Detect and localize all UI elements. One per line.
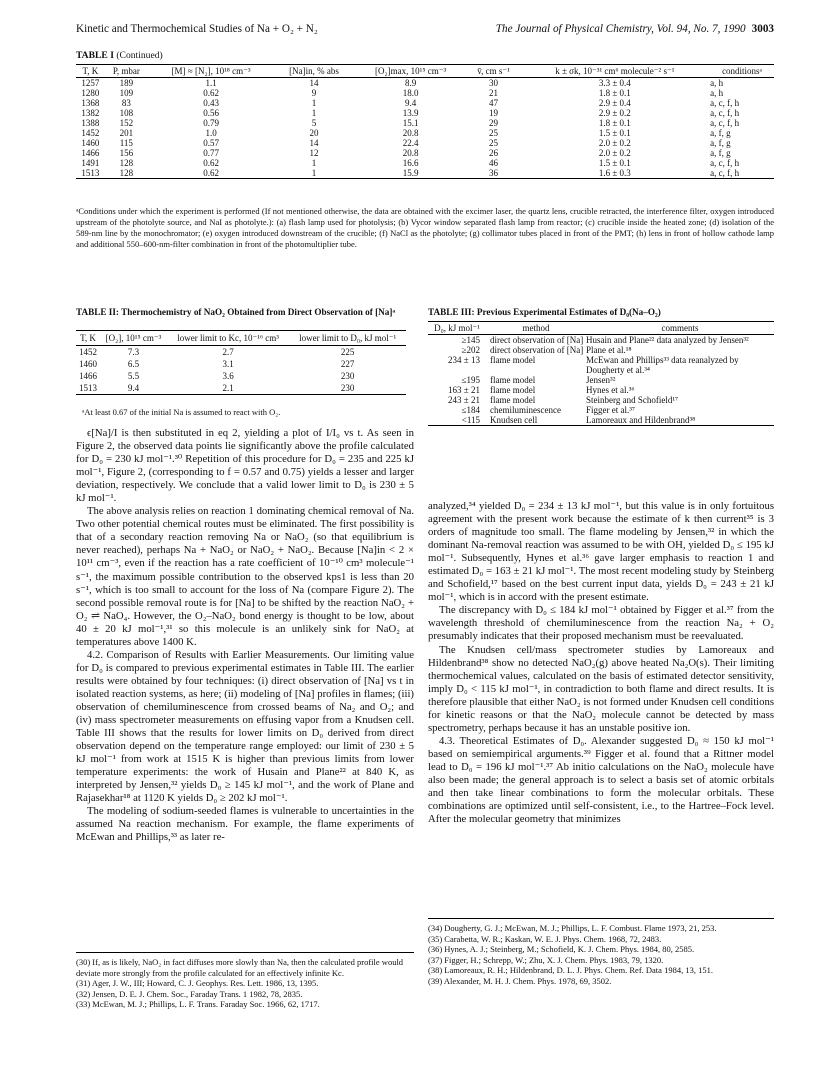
- table-cell: chemiluminescence: [490, 405, 561, 415]
- table-row: [428, 335, 774, 346]
- table-row: [76, 108, 774, 118]
- table-cell: 225: [340, 347, 355, 357]
- column-header: [O₂], 10¹⁵ cm⁻³: [100, 331, 167, 346]
- table-cell: 201: [119, 128, 134, 138]
- table-cell: 16.6: [402, 158, 419, 168]
- paragraph: ϵ[Na]/I is then substituted in eq 2, yielding a plot of I/I₀ vs t. As seen in Figure 2, the observed data points lie significantly above the profile calculated for D₀ = 230 kJ mol⁻¹.³⁰ Repetition of this procedure for D₀ = 235 and 225 kJ mol⁻¹, Figure 2, (corresponding to f = 0.57 and 0.75) yields a lesser and larger deviation, respectively. We conclude that a valid lower limit to D₀ is 230 ± 5 kJ mol⁻¹.: [76, 427, 414, 505]
- table-cell: 234 ± 13: [448, 355, 480, 365]
- table-cell: McEwan and Phillips³³ data reanalyzed by Dougherty et al.³⁴: [586, 355, 739, 375]
- column-header: [M] ≈ [N₂], 10¹⁸ cm⁻³: [148, 65, 274, 78]
- column-header: D₀, kJ mol⁻¹: [428, 322, 486, 335]
- column-header: [O₂]max, 10¹⁵ cm⁻³: [354, 65, 468, 78]
- paragraph: The modeling of sodium-seeded flames is vulnerable to uncertainties in the assumed Na reaction mechanism. For example, the flame experiments of McEwan and Phillips,³³ as later re-: [76, 805, 414, 844]
- table-row: [76, 148, 774, 158]
- table1-caption: TABLE I (Continued): [76, 50, 163, 61]
- table-cell: a, f, g: [710, 138, 731, 148]
- table-cell: 1280: [81, 88, 100, 98]
- footnote: (33) McEwan, M. J.; Phillips, L. F. Trans. Faraday Soc. 1966, 62, 1717.: [76, 999, 320, 1010]
- page-number: 3003: [751, 23, 774, 35]
- table-row: [428, 355, 774, 375]
- table-cell: 20.8: [402, 148, 419, 158]
- table-cell: 230: [340, 371, 355, 381]
- table-cell: 22.4: [402, 138, 419, 148]
- table-cell: 1460: [81, 138, 100, 148]
- table-cell: 7.3: [127, 347, 140, 357]
- table-cell: Jensen³²: [586, 375, 616, 385]
- table-cell: 25: [489, 138, 499, 148]
- table-cell: 2.0 ± 0.2: [598, 138, 631, 148]
- table-cell: 5.5: [127, 371, 140, 381]
- table-cell: 0.62: [203, 88, 219, 98]
- table-cell: 189: [119, 78, 134, 88]
- table-cell: 128: [119, 158, 134, 168]
- table-row: [428, 405, 774, 415]
- table-cell: ≥145: [461, 335, 480, 345]
- table-cell: 29: [489, 118, 499, 128]
- table-row: [76, 118, 774, 128]
- table-cell: 15.1: [402, 118, 419, 128]
- table-row: [76, 98, 774, 108]
- table-cell: 230: [340, 383, 355, 393]
- table-cell: 2.9 ± 0.2: [598, 108, 631, 118]
- paragraph: The discrepancy with D₀ ≤ 184 kJ mol⁻¹ obtained by Figger et al.³⁷ from the wavelength threshold of chemiluminescence from the reaction Na₂ + O₂ presumably indicates that their proposed mechanism must be reevaluated.: [428, 604, 774, 643]
- table-cell: 0.43: [203, 98, 219, 108]
- table-cell: 1452: [79, 347, 98, 357]
- table-cell: a, c, f, h: [710, 108, 740, 118]
- table-cell: 3.3 ± 0.4: [598, 78, 631, 88]
- column-header: T, K: [76, 331, 100, 346]
- table-cell: 15.9: [402, 168, 419, 178]
- table-cell: 1.5 ± 0.1: [598, 158, 631, 168]
- table-row: [76, 158, 774, 168]
- table-cell: 12: [309, 148, 319, 158]
- table-cell: 243 ± 21: [448, 395, 480, 405]
- footnote: (38) Lamoreaux, R. H.; Hildenbrand, D. L. J. Phys. Chem. Ref. Data 1984, 13, 151.: [428, 965, 713, 976]
- table-cell: Knudsen cell: [490, 415, 538, 425]
- column-header: conditionsᵃ: [710, 65, 774, 78]
- table-cell: 30: [489, 78, 499, 88]
- table-cell: 21: [489, 88, 499, 98]
- table-cell: 1.0: [205, 128, 217, 138]
- footnote: (35) Carabetta, W. R.; Kaskan, W. E. J. Phys. Chem. 1968, 72, 2483.: [428, 933, 662, 944]
- table-cell: 1.8 ± 0.1: [598, 118, 631, 128]
- table-cell: Lamoreaux and Hildenbrand³⁸: [586, 415, 696, 425]
- table-cell: 1: [311, 158, 317, 168]
- table-cell: 1491: [81, 158, 100, 168]
- column-header: k ± σk, 10⁻³¹ cm⁶ molecule⁻² s⁻¹: [520, 65, 711, 78]
- footnote: (30) If, as is likely, NaO₂ in fact diffuses more slowly than Na, then the calculated profile would deviate more strongly from the profile calculated for an effectively infinite Kc.: [76, 957, 404, 978]
- table-cell: 2.9 ± 0.4: [598, 98, 631, 108]
- running-header-title: Kinetic and Thermochemical Studies of Na + O₂ + N₂: [76, 23, 318, 35]
- table-cell: 1513: [81, 168, 100, 178]
- table-row: [428, 415, 774, 426]
- footnote: (37) Figger, H.; Schrepp, W.; Zhu, X. J. Chem. Phys. 1983, 79, 1320.: [428, 954, 664, 965]
- table-cell: 0.57: [203, 138, 219, 148]
- footnote: (31) Ager, J. W., III; Howard, C. J. Geophys. Res. Lett. 1986, 13, 1395.: [76, 978, 319, 989]
- table-cell: 1460: [79, 359, 98, 369]
- footnote: (34) Dougherty, G. J.; McEwan, M. J.; Phillips, L. F. Combust. Flame 1973, 21, 253.: [428, 923, 717, 933]
- table-cell: 1.5 ± 0.1: [598, 128, 631, 138]
- table-cell: ≥202: [461, 345, 480, 355]
- table-cell: 156: [119, 148, 134, 158]
- table-cell: 1388: [81, 118, 100, 128]
- table-cell: flame model: [490, 385, 536, 395]
- table-row: [76, 370, 406, 382]
- table-cell: direct observation of [Na]: [490, 335, 584, 345]
- table-cell: 1452: [81, 128, 100, 138]
- paragraph: analyzed,³⁴ yielded D₀ = 234 ± 13 kJ mol⁻¹, but this value is in only fortuitous agreement with the present work because the estimate of k then current³⁵ is 3 orders of magnitude too small. The flame modeling by Jensen,³² in which the dominant Na-removal reaction was assumed to be with OH, yielded D₀ ≤ 195 kJ mol⁻¹. Subsequently, Hynes et al.³⁶ gave larger emphasis to reaction 1 and estimated D₀ = 163 ± 21 kJ mol⁻¹. The most recent modeling study by Steinberg and Schofield,¹⁷ based on the best current input data, yields D₀ = 243 ± 21 kJ mol⁻¹, which is in accord with the present estimate.: [428, 500, 774, 604]
- table-row: [76, 346, 406, 359]
- footnotes-left: [76, 952, 414, 1010]
- table3-caption: TABLE III: Previous Experimental Estimates of D₀(Na–O₂): [428, 307, 661, 317]
- table-cell: Hynes et al.³⁶: [586, 385, 635, 395]
- table-cell: 26: [489, 148, 499, 158]
- table-cell: 14: [309, 138, 319, 148]
- table-cell: 1382: [81, 108, 100, 118]
- table-cell: 0.62: [203, 168, 219, 178]
- left-column-text: [76, 427, 414, 845]
- column-header: P, mbar: [105, 65, 148, 78]
- table-cell: 9.4: [404, 98, 417, 108]
- table-row: [76, 168, 774, 179]
- table-cell: 227: [340, 359, 355, 369]
- table-cell: 1513: [79, 383, 98, 393]
- table2-caption: TABLE II: Thermochemistry of NaO₂ Obtained from Direct Observation of [Na]ᵃ: [76, 307, 396, 317]
- table-cell: a, c, f, h: [710, 168, 740, 178]
- paragraph: The Knudsen cell/mass spectrometer studies by Lamoreaux and Hildenbrand³⁸ show no detected NaO₂(g) above heated Na₂O(s). Their limiting thermochemical values, calculated on the basis of estimated detector sensitivity, imply D₀ < 115 kJ mol⁻¹, in contradiction to both flame and direct results. It is therefore plausible that either NaO₂ is not formed under Knudsen cell conditions for kinetic reasons or that the NaO₂ molecule cannot be detected by mass spectrometry, perhaps because it has an unstable positive ion.: [428, 643, 774, 734]
- table-cell: 14: [309, 78, 319, 88]
- table-cell: 0.79: [203, 118, 219, 128]
- table-cell: 2.7: [222, 347, 234, 357]
- table-cell: Figger et al.³⁷: [586, 405, 636, 415]
- footnote: (39) Alexander, M. H. J. Chem. Phys. 1978, 69, 3502.: [428, 975, 612, 986]
- column-header: comments: [586, 322, 774, 335]
- table-cell: 36: [489, 168, 499, 178]
- table-cell: 1.8 ± 0.1: [598, 88, 631, 98]
- table-cell: 1: [311, 98, 317, 108]
- running-header: [76, 23, 774, 35]
- table-cell: 3.1: [222, 359, 234, 369]
- table-cell: ≤184: [461, 405, 480, 415]
- table-cell: 20: [309, 128, 319, 138]
- table-cell: 2.0 ± 0.2: [598, 148, 631, 158]
- table-row: [428, 385, 774, 395]
- table-cell: 109: [119, 88, 134, 98]
- table-cell: flame model: [490, 355, 536, 365]
- table-cell: 1: [311, 168, 317, 178]
- table-cell: 0.62: [203, 158, 219, 168]
- table-cell: 6.5: [127, 359, 140, 369]
- table-cell: Plane et al.¹⁸: [586, 345, 632, 355]
- table-cell: 8.9: [404, 78, 417, 88]
- table-cell: Husain and Plane²² data analyzed by Jensen³²: [586, 335, 749, 345]
- table-cell: 1: [311, 108, 317, 118]
- table-cell: <115: [461, 415, 480, 425]
- table-cell: a, f, g: [710, 148, 731, 158]
- table-cell: Steinberg and Schofield¹⁷: [586, 395, 679, 405]
- table-row: [76, 88, 774, 98]
- table-cell: 5: [311, 118, 317, 128]
- table-cell: a, c, f, h: [710, 118, 740, 128]
- table-cell: 0.77: [203, 148, 219, 158]
- table-cell: 19: [489, 108, 499, 118]
- table-cell: 2.1: [222, 383, 234, 393]
- table-cell: flame model: [490, 375, 536, 385]
- column-header: T, K: [76, 65, 105, 78]
- table-cell: 1368: [81, 98, 100, 108]
- column-header: v̄, cm s⁻¹: [467, 65, 519, 78]
- table-row: [76, 358, 406, 370]
- table-cell: 1.1: [205, 78, 217, 88]
- right-column-text: [428, 500, 774, 826]
- table-cell: 9.4: [127, 383, 140, 393]
- table-cell: 108: [119, 108, 134, 118]
- paragraph: 4.2. Comparison of Results with Earlier Measurements. Our limiting value for D₀ is compared to previous experimental estimates in Table III. The earlier results were obtained by four techniques: (i) direct observation of [Na] vs t in isolated reaction systems, as here; (ii) modeling of [Na] profiles in flames; (iii) observation of chemiluminescence from crossed beams of Na₂ and O₂; and (iv) mass spectrometer measurements on effusing vapor from a Knudsen cell. Table III shows that the results for lower limits on D₀ derived from direct observation depend on the temperature range employed: our limit of 230 ± 5 kJ mol⁻¹ from work at 1515 K is higher than previous limits from lower temperature experiments: the work of Husain and Plane²² at 840 K, as interpreted by Jensen,³² yields D₀ ≥ 145 kJ mol⁻¹, and the work of Plane and Rajasekhar¹⁸ at 1120 K yields D₀ ≥ 202 kJ mol⁻¹.: [76, 648, 414, 805]
- table-row: [428, 375, 774, 385]
- footnote: (36) Hynes, A. J.; Steinberg, M.; Schofield, K. J. Chem. Phys. 1984, 80, 2585.: [428, 944, 695, 955]
- table-cell: 1466: [81, 148, 100, 158]
- table-cell: a, c, f, h: [710, 158, 740, 168]
- table1-footnote: ᵃConditions under which the experiment is performed (If not mentioned otherwise, the data are obtained with the excimer laser, the quartz lens, crucible retracted, the interference filter, oxygen introduced upstream of the photolyte source, and NaI as photolyte.): (a) flash lamp used for photolysis; (b) Vycor window separated flash lamp from reactor; (c) crucible inside the heated zone; (d) isolation of the 589-nm line by the monochromator; (e) oxygen introduced downstream of the crucible; (f) NaCl as the photolyte; (g) collimator tubes placed in front of the PMT; (h) lens in front of hollow cathode lamp and additional 550–600-nm-filter combination in front of the photomultiplier tube.: [76, 206, 774, 249]
- table2-footnote: ᵃAt least 0.67 of the initial Na is assumed to react with O₂.: [82, 407, 281, 417]
- paragraph: The above analysis relies on reaction 1 dominating chemical removal of Na. Two other potential chemical routes must be eliminated. The first possibility is that of a secondary reaction removing Na or NaO₂ (so that equilibrium is never reached), perhaps Na + NaO₂ or NaO₂ + NaO₂. Because [Na]in < 2 × 10¹¹ cm⁻³, even if the reaction has a rate coefficient of 10⁻¹⁰ cm³ molecule⁻¹ s⁻¹, the maximum possible contribution to the observed kps1 is less than 20 s⁻¹, which is too small to account for the loss of Na (compare Figure 2). The second possible removal route is for [Na] to be shifted by the reaction NaO₂ + O₂ ⇌ NaO₄. However, the O₂–NaO₂ bond energy is thought to be low, about 40 ± 20 kJ mol⁻¹,³¹ so this molecule is an unlikely sink for NaO₂ at temperatures above 1400 K.: [76, 505, 414, 648]
- table-cell: 1.6 ± 0.3: [598, 168, 631, 178]
- table-cell: 46: [489, 158, 499, 168]
- table-cell: 25: [489, 128, 499, 138]
- table-cell: 163 ± 21: [448, 385, 480, 395]
- table-row: [428, 345, 774, 355]
- table-cell: 83: [121, 98, 131, 108]
- table-cell: 115: [119, 138, 133, 148]
- table-cell: 18.0: [402, 88, 419, 98]
- table-cell: 9: [311, 88, 317, 98]
- column-header: method: [486, 322, 586, 335]
- table-cell: 13.9: [402, 108, 419, 118]
- table-row: [76, 138, 774, 148]
- table2: [76, 330, 406, 395]
- table-cell: 1257: [81, 78, 100, 88]
- footnote: (32) Jensen, D. E. J. Chem. Soc., Faraday Trans. 1 1982, 78, 2835.: [76, 988, 303, 999]
- table-cell: a, c, f, h: [710, 98, 740, 108]
- running-header-journal: The Journal of Physical Chemistry, Vol. 94, No. 7, 1990 3003: [495, 23, 774, 35]
- table-cell: 3.6: [222, 371, 234, 381]
- table-row: [76, 78, 774, 89]
- footnotes-right: [428, 918, 774, 987]
- table-cell: direct observation of [Na]: [490, 345, 584, 355]
- table-cell: ≤195: [461, 375, 480, 385]
- table-row: [76, 382, 406, 395]
- table1: [76, 64, 774, 179]
- table-cell: 128: [119, 168, 134, 178]
- column-header: lower limit to D₀, kJ mol⁻¹: [289, 331, 406, 346]
- table-cell: a, f, g: [710, 128, 731, 138]
- table-cell: flame model: [490, 395, 536, 405]
- table3: [428, 321, 774, 426]
- table-cell: 47: [489, 98, 499, 108]
- table-cell: 1466: [79, 371, 98, 381]
- table-cell: 0.56: [203, 108, 219, 118]
- column-header: lower limit to Kc, 10⁻¹⁶ cm³: [167, 331, 289, 346]
- table-cell: 20.8: [402, 128, 419, 138]
- table-cell: 152: [119, 118, 134, 128]
- table-cell: a, h: [710, 78, 724, 88]
- table-row: [428, 395, 774, 405]
- table-row: [76, 128, 774, 138]
- column-header: [Na]in, % abs: [274, 65, 353, 78]
- table-cell: a, h: [710, 88, 724, 98]
- paragraph: 4.3. Theoretical Estimates of D₀. Alexander suggested D₀ ≈ 150 kJ mol⁻¹ based on semiempirical arguments.³⁹ Figger et al. found that a Rittner model lead to D₀ = 196 kJ mol⁻¹.³⁷ Ab initio calculations on the NaO₂ molecule have also been made; the general approach is to select a basis set of atomic orbitals and then take linear combinations to form the molecular orbitals. These combinations are optimized until self-consistent, i.e., to the Hartree–Fock level. After the molecular geometry that minimizes: [428, 734, 774, 826]
